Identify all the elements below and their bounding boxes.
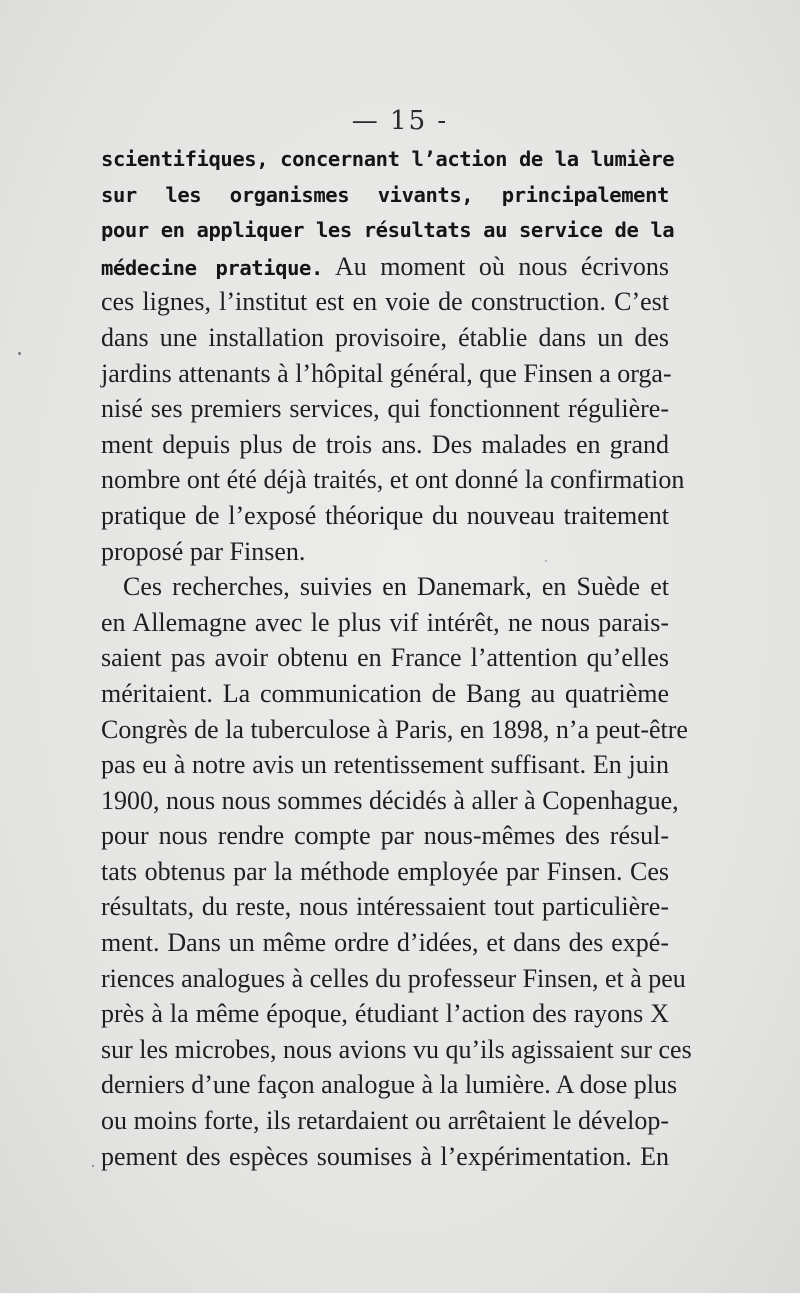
bold-phrase: médecine pratique. <box>101 255 323 280</box>
text-line: Congrès de la tuberculose à Paris, en 1898, n’a peut-être <box>101 714 688 744</box>
text-line: derniers d’une façon analogue à la lumière. A dose plus <box>101 1070 678 1100</box>
text-line: saient pas avoir obtenu en France l’attention qu’elles <box>101 643 669 673</box>
paper-speck <box>92 1165 94 1167</box>
text-line: méritaient. La communication de Bang au quatrième <box>101 678 669 708</box>
page-number: — 15 - <box>351 106 449 136</box>
text-line: nisé ses premiers services, qui fonctionnent régulière- <box>101 394 669 424</box>
text-line: 1900, nous nous sommes décidés à aller à Copenhague, <box>101 785 679 815</box>
body-text <box>101 142 692 1174</box>
text-line: dans une installation provisoire, établie dans un des <box>101 322 669 352</box>
text-line: pratique de l’exposé théorique du nouveau traitement <box>101 500 669 530</box>
line-continuation: Au moment où nous écrivons <box>334 251 669 281</box>
text-line: pas eu à notre avis un retentissement suffisant. En juin <box>101 750 669 780</box>
text-line: pour en appliquer les résultats au service de la <box>101 218 675 243</box>
paper-speck <box>18 352 21 355</box>
text-line: Ces recherches, suivies en Danemark, en Suède et <box>123 572 669 602</box>
text-line: ment. Dans un même ordre d’idées, et dans des expé- <box>101 928 669 958</box>
text-line: riences analogues à celles du professeur Finsen, et à peu <box>101 963 686 993</box>
text-line: en Allemagne avec le plus vif intérêt, ne nous parais- <box>101 607 669 637</box>
text-line: ou moins forte, ils retardaient ou arrêtaient le dévelop- <box>101 1106 669 1136</box>
text-line: sur les microbes, nous avions vu qu’ils agissaient sur ces <box>101 1034 692 1064</box>
text-line <box>101 249 669 285</box>
text-line: nombre ont été déjà traités, et ont donné la confirmation <box>101 465 685 495</box>
text-line: pement des espèces soumises à l’expérimentation. En <box>101 1141 669 1171</box>
paper-speck <box>545 560 547 562</box>
text-line: résultats, du reste, nous intéressaient tout particulière- <box>101 892 669 922</box>
text-line: scientifiques, concernant l’action de la lumière <box>101 147 675 171</box>
text-line: proposé par Finsen. <box>101 536 306 566</box>
text-line: jardins attenants à l’hôpital général, que Finsen a orga- <box>101 358 672 388</box>
text-line: ces lignes, l’institut est en voie de construction. C’est <box>101 287 669 317</box>
text-line: ment depuis plus de trois ans. Des malades en grand <box>101 429 669 459</box>
text-line: sur les organismes vivants, principalement <box>101 182 669 207</box>
text-line: pour nous rendre compte par nous-mêmes des résul- <box>101 821 669 851</box>
text-line: tats obtenus par la méthode employée par Finsen. Ces <box>101 856 669 886</box>
text-line: près à la même époque, étudiant l’action des rayons X <box>101 999 669 1029</box>
